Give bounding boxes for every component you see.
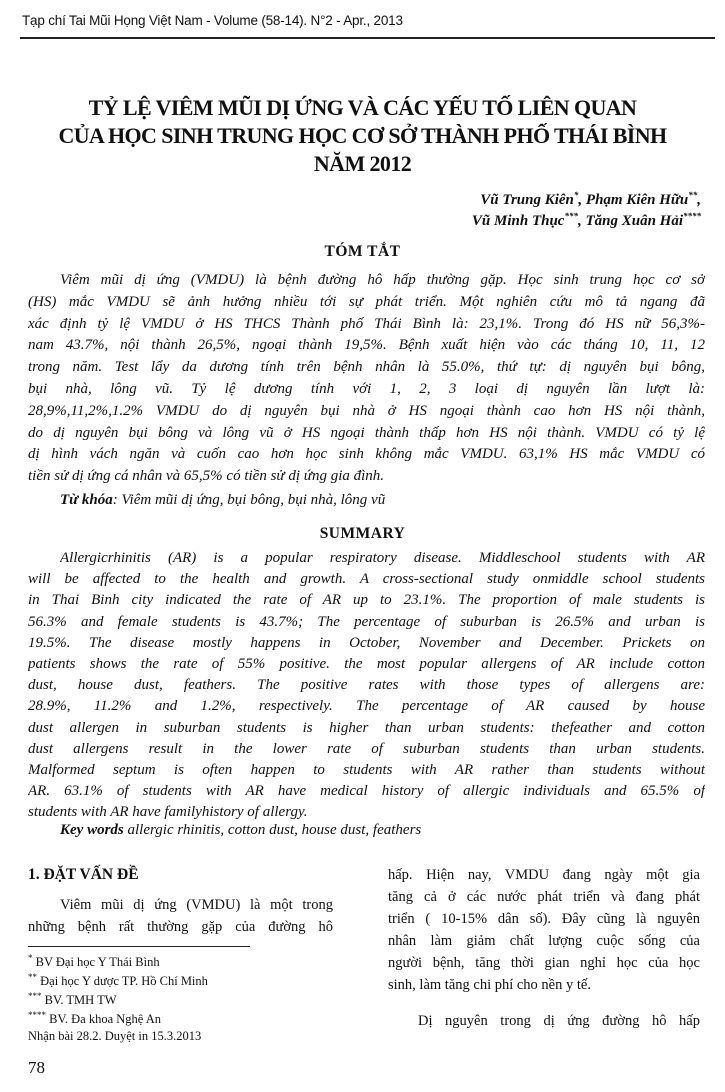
footnote-mark: * [28, 953, 33, 963]
body-line: những bệnh rất thường gặp của đường hô [28, 919, 333, 935]
body-line: tăng cả ở các nước phát triển và đang phát [388, 889, 700, 905]
running-header: Tạp chí Tai Mũi Họng Việt Nam - Volume (58-14). N°2 - Apr., 2013 [22, 13, 403, 28]
abstract-line: nam 43.7%, nội thành 26,5%, ngoại thành 19,5%. Bệnh xuất hiện vào các tháng 10, 11, 12 [28, 337, 705, 354]
section-heading: 1. ĐẶT VẤN ĐỀ [28, 866, 139, 883]
body-line: người bệnh, tăng thời gian nghỉ học của học [388, 955, 700, 971]
abstract-line: do dị nguyên bụi bông và lông vũ ở HS ngoại thành thấp hơn HS nội thành. VMDU có tỷ lệ [28, 424, 705, 441]
body-line: nhân làm giảm chất lượng cuộc sống của [388, 933, 700, 949]
footnote-text: BV. TMH TW [41, 993, 117, 1008]
body-line: sinh, làm tăng chi phí cho nền y tế. [388, 977, 591, 993]
abstract-line: 28,9%,11,2%,1.2% VMDU do dị nguyên bụi nhà ở HS ngoại thành cao hơn HS nội thành, [28, 402, 705, 419]
separator: , [697, 192, 701, 208]
abstract-line: tiền sử dị ứng cá nhân và 65,5% có tiền sử dị ứng gia đình. [28, 468, 385, 485]
separator: , [578, 192, 586, 208]
body-line: Viêm mũi dị ứng (VMDU) là một trong [60, 897, 333, 913]
abstract-line: trong năm. Test lẩy da dương tính trên bệnh nhân là 55.0%, thứ tự: dị nguyên bụi bông, [28, 359, 705, 376]
abstract-line: will be affected to the health and growth. A cross-sectional study onmiddle school students [28, 571, 705, 588]
abstract-vi-heading: TÓM TẮT [324, 243, 401, 260]
body-line: hấp. Hiện nay, VMDU đang ngày một gia [388, 867, 700, 883]
keywords-text: allergic rhinitis, cotton dust, house dust, feathers [123, 822, 422, 838]
abstract-line: Malformed septum is often happen to students with AR rather than students without [28, 762, 705, 778]
author-name: Vũ Minh Thục [471, 213, 565, 229]
footnote-text: BV. Đa khoa Nghệ An [46, 1012, 162, 1027]
summary-heading: SUMMARY [319, 525, 406, 542]
abstract-line: xác định tỷ lệ VMDU ở HS THCS Thành phố Thái Bình là: 23,1%. Trong đó HS nữ 56,3%- [28, 315, 705, 332]
abstract-line: dị hình vách ngăn và cuốn cao hơn học sinh không mắc VMDU. 63,1% HS mắc VMDU có [28, 446, 705, 463]
footnote-mark: **** [28, 1010, 46, 1020]
abstract-line: dust, house dust, feathers. The positive rates with those types of allergens are: [28, 677, 705, 694]
received-date: Nhận bài 28.2. Duyệt in 15.3.2013 [28, 1029, 202, 1043]
keywords-en [60, 822, 421, 839]
authors-line-2 [472, 211, 701, 230]
page-number: 78 [28, 1058, 45, 1077]
header-rule [20, 37, 715, 39]
authors-line-1 [480, 190, 701, 209]
abstract-line: 19.5%. The disease mostly happens in October, November and December. Prickets on [28, 634, 705, 651]
abstract-line: 56.3% and female students is 43.7%; The percentage of suburban is 26.5% and urban is [28, 613, 705, 630]
author-mark: * [573, 190, 579, 200]
abstract-line: (HS) mắc VMDU sẽ ảnh hưởng nhiều tới sự phát triển. Một nghiên cứu mô tả ngang đã [28, 293, 705, 310]
author-name: Phạm Kiên Hữu [585, 192, 689, 208]
title-line: CỦA HỌC SINH TRUNG HỌC CƠ SỞ THÀNH PHỐ THÁI BÌNH [58, 123, 667, 148]
author-mark: ** [688, 190, 698, 200]
footnote-mark: ** [28, 972, 37, 982]
title-line: TỶ LỆ VIÊM MŨI DỊ ỨNG VÀ CÁC YẾU TỐ LIÊN QUAN [88, 95, 637, 120]
author-name: Tăng Xuân Hải [585, 213, 683, 229]
abstract-line: dust allergen in suburban students is higher than urban students: thefeather and cotton [28, 719, 705, 736]
footnote-text: Đại học Y dược TP. Hồ Chí Minh [37, 974, 208, 989]
footnote [28, 1010, 161, 1027]
footnote [28, 953, 160, 970]
footnote-text: BV Đại học Y Thái Bình [32, 955, 160, 970]
keywords-label: Key words [60, 822, 124, 838]
abstract-line: Viêm mũi dị ứng (VMDU) là bệnh đường hô hấp thường gặp. Học sinh trung học cơ sở [60, 272, 705, 288]
keywords-text: : Viêm mũi dị ứng, bụi bông, bụi nhà, lông vũ [112, 492, 386, 508]
abstract-line: AR. 63.1% of students with AR have medical history of allergic individuals and 65.5% of [28, 783, 705, 800]
title-line: NĂM 2012 [313, 151, 412, 176]
abstract-line: 28.9%, 11.2% and 1.2%, respectively. The percentage of AR caused by house [28, 698, 705, 715]
body-line: triển ( 10-15% dân số). Đây cũng là nguyên [388, 911, 700, 927]
abstract-line: patients shows the rate of 55% positive. the most popular allergens of AR include cotton [28, 656, 705, 672]
keywords-vi [60, 492, 385, 509]
abstract-line: dust allergens result in the lower rate of suburban students than urban students. [28, 740, 705, 757]
author-mark: **** [683, 211, 701, 221]
separator: , [577, 213, 586, 229]
abstract-line: in Thai Binh city indicated the rate of AR up to 23.1%. The proportion of male students is [28, 592, 705, 609]
footnote-rule [28, 946, 250, 947]
author-mark: *** [564, 211, 578, 221]
body-line: Dị nguyên trong dị ứng đường hô hấp [418, 1013, 700, 1029]
author-name: Vũ Trung Kiên [480, 192, 574, 208]
footnote-mark: *** [28, 991, 42, 1001]
keywords-label: Từ khóa [60, 492, 113, 508]
abstract-line: Allergicrhinitis (AR) is a popular respiratory disease. Middleschool students with AR [60, 550, 705, 566]
abstract-line: bụi nhà, lông vũ. Tỷ lệ dương tính với 1, 2, 3 loại dị nguyên lần lượt là: [28, 381, 705, 397]
footnote [28, 972, 208, 989]
abstract-line: students with AR have familyhistory of allergy. [28, 804, 308, 821]
footnote [28, 991, 117, 1008]
